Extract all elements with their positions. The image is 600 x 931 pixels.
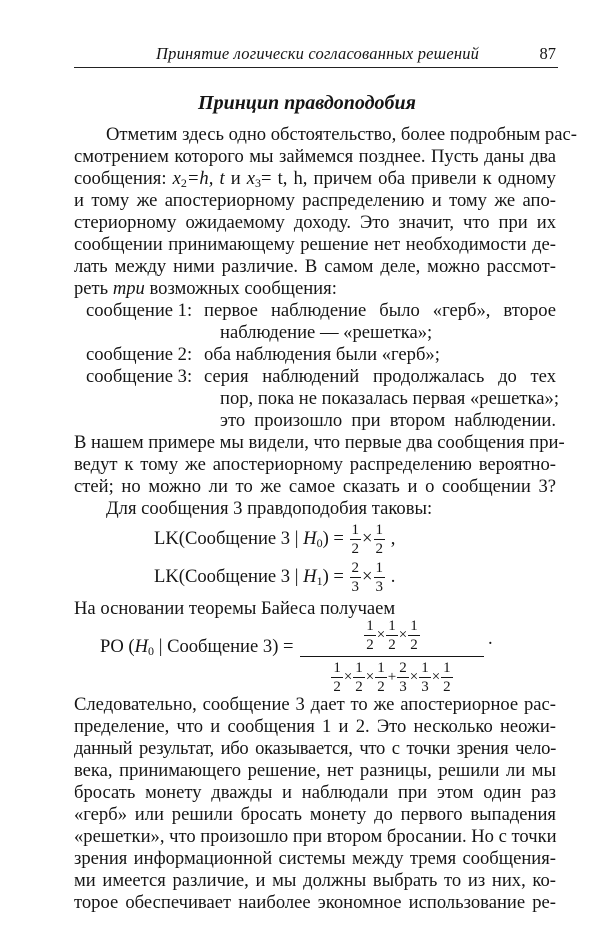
paragraph-line: реть три возможных сообщения: <box>74 278 337 299</box>
page-number: 87 <box>539 44 556 63</box>
paragraph-line: Следовательно, сообщение 3 дает то же апостериорное рас- <box>74 694 556 715</box>
message-1-line: первое наблюдение было «герб», второе <box>204 300 556 321</box>
fraction: $\frac{1}{2}$ <box>375 522 384 557</box>
paragraph-line: ведут к тому же апостериорному распределению вероятно- <box>74 454 556 475</box>
message-3-line: пор, пока не показалась первая «решетка»; <box>220 388 560 409</box>
formula-likelihood-h1: LK(Сообщение 3 | $H_1$) = $\frac{2}{3}$ × $\frac{1}{3}$ . <box>154 560 396 595</box>
page-header <box>74 44 556 66</box>
section-title: Принцип правдоподобия <box>198 92 416 114</box>
paragraph-line: сообщении принимающему решение нет необходимости де- <box>74 234 556 255</box>
paragraph-line: века, принимающего решение, нет разницы, решили ли мы <box>74 760 556 781</box>
fraction: $\frac{1}{3}$ <box>375 560 384 595</box>
paragraph-line: стей; но можно ли то же самое сказать и о сообщении 3? <box>74 476 556 497</box>
message-3-label: сообщение 3: <box>86 366 193 387</box>
paragraph-line: Отметим здесь одно обстоятельство, более подробным рас- <box>106 124 577 145</box>
posterior-numerator: $\frac{1}{2}$ × $\frac{1}{2}$ × $\frac{1}{2}$ <box>366 618 418 653</box>
paragraph-line: ми имеется различие, и мы должны выбрать то из них, ко- <box>74 870 556 891</box>
paragraph-line: «решетки», что произошло при втором бросании. Но с точки <box>74 826 557 847</box>
fraction: $\frac{1}{2}$ <box>351 522 360 557</box>
message-2-line: оба наблюдения были «герб»; <box>204 344 440 365</box>
paragraph-line: торое обеспечивает наиболее экономное использование ре- <box>74 892 556 913</box>
fraction: $\frac{2}{3}$ <box>351 560 360 595</box>
formula-posterior-fraction <box>300 618 484 695</box>
paragraph-line: зрения информационной системы между тремя сообщения- <box>74 848 556 869</box>
paragraph-line: и тому же апостериорному распределению и тому же апо- <box>74 190 556 211</box>
paragraph-line: Для сообщения 3 правдоподобия таковы: <box>106 498 433 519</box>
formula-likelihood-h0: LK(Сообщение 3 | $H_0$) = $\frac{1}{2}$ × $\frac{1}{2}$ , <box>154 522 396 557</box>
paragraph-line: данный результат, ибо оказывается, что с точки зрения чело- <box>74 738 556 759</box>
running-title: Принятие логически согласованных решений <box>156 44 480 63</box>
paragraph-line: «герб» или решили бросать монету до первого выпадения <box>74 804 556 825</box>
header-rule <box>74 67 558 68</box>
message-2-label: сообщение 2: <box>86 344 193 365</box>
posterior-denominator: $\frac{1}{2}$ × $\frac{1}{2}$ × $\frac{1}{2}$ + $\frac{2}{3}$ × $\frac{1}{3}$ × $\frac{1}{2}$ <box>333 660 451 695</box>
message-1-line: наблюдение — «решетка»; <box>220 322 433 343</box>
paragraph-line: пределение, что и сообщения 1 и 2. Это несколько неожи- <box>74 716 556 737</box>
paragraph-line: лать между ними различие. В самом деле, можно рассмот- <box>74 256 556 277</box>
paragraph-line: смотрением которого мы займемся позднее. Пусть даны два <box>74 146 556 167</box>
paragraph-line: В нашем примере мы видели, что первые два сообщения при- <box>74 432 565 453</box>
message-1-label: сообщение 1: <box>86 300 193 321</box>
formula-posterior-end: . <box>488 628 493 649</box>
paragraph-line: сообщения: $x_2=h$, t и $x_3= t$, h, причем оба привели к одному <box>74 168 556 190</box>
paragraph-line: стериорному ожидаемому доходу. Это значит, что при их <box>74 212 556 233</box>
message-3-line: это произошло при втором наблюдении. <box>220 410 556 431</box>
paragraph-line: На основании теоремы Байеса получаем <box>74 598 396 619</box>
message-3-line: серия наблюдений продолжалась до тех <box>204 366 556 387</box>
paragraph-line: бросать монету дважды и наблюдали при этом один раз <box>74 782 556 803</box>
formula-posterior-lhs: PO ($H_0$ | Сообщение 3) = <box>100 636 294 658</box>
